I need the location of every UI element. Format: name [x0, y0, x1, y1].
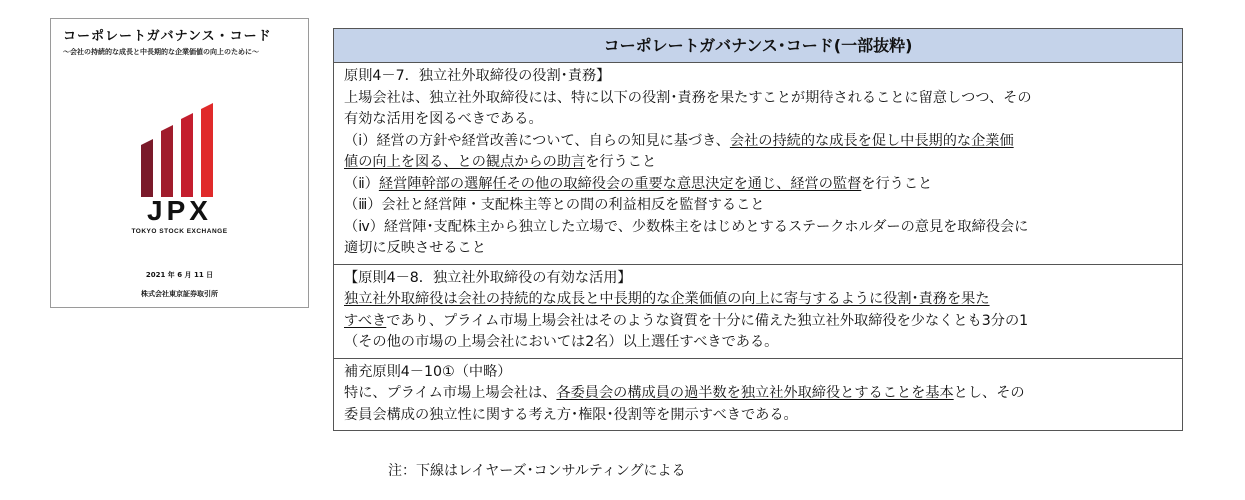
text-segment: 有効な活用を図るべきである。: [344, 111, 543, 127]
text-line: [344, 152, 1174, 174]
text-line: [344, 332, 1174, 354]
underlined-text: 会社の持続的な成長を促し中長期的な企業価: [729, 132, 1014, 149]
text-segment: 【原則4－8．独立社外取締役の有効な活用】: [344, 269, 632, 286]
text-segment: 上場会社は、独立社外取締役には、特に以下の役割･責務を果たすことが期待されることに留意しつつ、その: [344, 89, 1032, 106]
code-section: [334, 264, 1182, 358]
text-line: [344, 238, 1174, 260]
text-segment: （ⅰ）経営の方針や経営改善について、自らの知見に基づき、: [344, 132, 730, 149]
underlined-text: 各委員会の構成員の過半数を独立社外取締役とすることを基本: [556, 385, 954, 401]
jpx-logo-subtext: TOKYO STOCK EXCHANGE: [131, 228, 228, 235]
cover-date: 2021 年 6 月 11 日: [145, 271, 214, 279]
cover-title: コーポレートガバナンス・コード: [63, 29, 272, 44]
text-segment: （ⅱ）: [344, 175, 379, 192]
underlined-text: 独立社外取締役は会社の持続的な成長と中長期的な企業価値の向上に寄与するように役割･責務を果た: [344, 291, 990, 307]
text-segment: （その他の市場の上場会社においては2名）以上選任すべきである。: [344, 334, 779, 350]
text-line: [344, 88, 1174, 110]
text-segment: （ⅲ）会社と経営陣・支配株主等との間の利益相反を監督すること: [344, 197, 765, 213]
text-segment: 補充原則4－10①（中略）: [344, 363, 512, 380]
text-segment: 特に、プライム市場上場会社は、: [344, 385, 557, 401]
underline-note: 注：下線はレイヤーズ･コンサルティングによる: [388, 463, 686, 479]
text-line: [344, 362, 1174, 384]
text-segment: であり、プライム市場上場会社はそのような資質を十分に備えた独立社外取締役を少なくとも3分の1: [386, 312, 1029, 329]
text-segment: を行うこと: [861, 175, 933, 192]
text-line: [344, 109, 1174, 131]
jpx-logo-icon: [127, 101, 237, 201]
text-line: [344, 311, 1174, 333]
governance-code-table: [333, 28, 1183, 431]
text-line: [344, 405, 1174, 427]
jpx-logo-text: JPX: [147, 195, 212, 226]
text-segment: 原則4－7．独立社外取締役の役割･責務】: [344, 68, 611, 84]
text-segment: 委員会構成の独立性に関する考え方･権限･役割等を開示すべきである。: [344, 406, 798, 423]
code-section: [334, 358, 1182, 431]
text-line: [344, 66, 1174, 88]
text-segment: を行うこと: [585, 154, 657, 170]
text-line: [344, 131, 1174, 153]
underlined-text: すべき: [344, 312, 387, 329]
code-section: [334, 63, 1182, 264]
cover-publisher: 株式会社東京証券取引所: [141, 290, 218, 298]
text-line: [344, 174, 1174, 196]
cover-subtitle: ～会社の持続的な成長と中長期的な企業価値の向上のために～: [63, 48, 259, 56]
text-segment: （ⅳ）経営陣･支配株主から独立した立場で、少数株主をはじめとするステークホルダーの意見を取締役会に: [344, 218, 1029, 235]
text-line: [344, 217, 1174, 239]
table-header: コーポレートガバナンス･コード(一部抜粋): [334, 29, 1182, 63]
cover-thumbnail: [50, 18, 309, 308]
text-line: [344, 195, 1174, 217]
underlined-text: 経営陣幹部の選解任その他の取締役会の重要な意思決定を通じ、経営の監督: [378, 175, 862, 192]
underlined-text: 値の向上を図る、との観点からの助言: [344, 154, 586, 170]
text-segment: とし、その: [953, 385, 1025, 401]
text-line: [344, 383, 1174, 405]
text-line: [344, 268, 1174, 290]
text-segment: 適切に反映させること: [344, 240, 486, 256]
text-line: [344, 289, 1174, 311]
